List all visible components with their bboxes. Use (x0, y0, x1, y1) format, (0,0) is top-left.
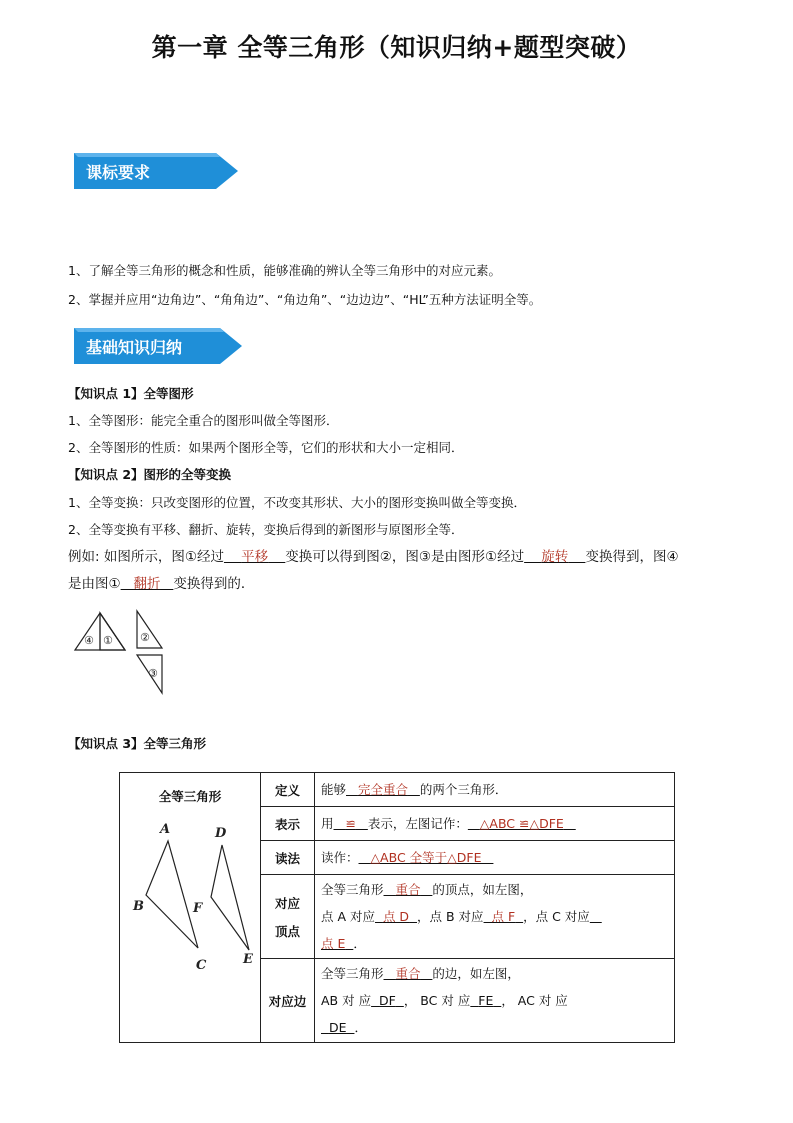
row-head-definition: 定义 (261, 773, 315, 807)
cell-text: ，点 C 对应 (523, 909, 590, 924)
figure-cell (120, 773, 261, 1043)
cell-text: 用 (321, 816, 334, 831)
answer-blank (121, 576, 174, 592)
cell-text: ， AC 对 应 (501, 993, 568, 1008)
example-text: 变换得到，图④ (585, 549, 679, 565)
kp2-line-1: 1、全等变换：只改变图形的位置，不改变其形状、大小的图形变换叫做全等变换． (68, 495, 526, 510)
cell-text: 表示，左图记作： (367, 816, 468, 831)
answer-rotation: 旋转 (541, 549, 569, 565)
row-head-reading: 读法 (261, 841, 315, 875)
example-text: 变换可以得到图②，图③是由图形①经过 (285, 549, 525, 565)
answer-blank (346, 782, 420, 797)
vertex-label-e: E (243, 952, 253, 967)
kp3-heading: 【知识点 3】全等三角形 (68, 736, 207, 751)
requirement-item-2: 2、掌握并应用“边角边”、“角角边”、“角边角”、“边边边”、“HL”五种方法证明全等。 (68, 292, 542, 307)
head-line: 对应 (274, 895, 300, 911)
kp1-line-2: 2、全等图形的性质：如果两个图形全等，它们的形状和大小一定相同． (68, 440, 464, 455)
kp1-heading: 【知识点 1】全等图形 (68, 386, 194, 401)
cell-text: ，点 B 对应 (417, 909, 484, 924)
kp2-example-line-2 (68, 576, 254, 592)
row-definition (315, 773, 675, 807)
answer-point-e: 点 E (321, 936, 346, 951)
row-head-notation: 表示 (261, 807, 315, 841)
figure-title: 全等三角形 (158, 789, 222, 804)
example-text: 是由图① (68, 576, 121, 592)
cell-text: 点 A 对应 (321, 909, 375, 924)
answer-point-d: 点 D (382, 909, 410, 924)
cell-text: AB 对 应 (321, 993, 372, 1008)
kp2-example-line-1 (68, 549, 679, 565)
answer-blank (334, 816, 368, 831)
answer-blank (371, 993, 404, 1008)
triangle-dfe (211, 845, 249, 950)
answer-reading: △ABC 全等于△DFE (370, 850, 482, 865)
requirement-item-1: 1、了解全等三角形的概念和性质，能够准确的辨认全等三角形中的对应元素。 (68, 263, 501, 278)
cell-text: 的边，如左图， (432, 966, 520, 981)
row-head-side: 对应边 (261, 959, 315, 1043)
answer-blank (375, 909, 417, 924)
answer-symbol: ≌ (345, 816, 356, 831)
answer-blank (484, 909, 524, 924)
congruent-triangles-table (119, 772, 675, 1043)
transformation-figure (70, 603, 170, 699)
answer-side-de: DE (328, 1020, 347, 1035)
vertex-label-b: B (133, 899, 144, 914)
section-banner-knowledge (74, 328, 244, 364)
answer-side-fe: FE (478, 993, 494, 1008)
answer-point-f: 点 F (491, 909, 516, 924)
row-notation (315, 807, 675, 841)
triangle-abc (146, 841, 198, 948)
figure-label-3: ③ (148, 667, 158, 680)
answer-blank (321, 1020, 354, 1035)
cell-text: 全等三角形 (321, 882, 384, 897)
cell-text: ． (354, 1020, 367, 1035)
answer-coincide: 重合 (395, 882, 421, 897)
answer-translation: 平移 (241, 549, 269, 565)
cell-text: 的顶点，如左图， (432, 882, 533, 897)
page-title: 第一章 全等三角形（知识归纳+题型突破） (151, 33, 642, 62)
kp2-line-2: 2、全等变换有平移、翻折、旋转，变换后得到的新图形与原图形全等． (68, 522, 464, 537)
vertex-label-c: C (196, 958, 207, 973)
example-text: 变换得到的． (173, 576, 255, 592)
answer-side-df: DF (379, 993, 396, 1008)
answer-blank (321, 936, 353, 951)
section-banner-curriculum (74, 153, 240, 189)
banner-label: 课标要求 (86, 163, 151, 182)
answer-blank (470, 993, 501, 1008)
cell-text: 的两个三角形． (419, 782, 508, 797)
answer-blank (384, 882, 433, 897)
cell-text: 读作： (321, 850, 359, 865)
answer-coincide: 完全重合 (357, 782, 408, 797)
kp2-heading: 【知识点 2】图形的全等变换 (68, 467, 232, 482)
banner-label: 基础知识归纳 (86, 338, 183, 357)
kp1-line-1: 1、全等图形：能完全重合的图形叫做全等图形． (68, 413, 339, 428)
vertex-label-d: D (215, 826, 227, 841)
answer-blank (468, 816, 576, 831)
cell-text: 全等三角形 (321, 966, 384, 981)
answer-blank (590, 909, 602, 924)
answer-notation: △ABC ≌△DFE (479, 816, 564, 831)
answer-blank (359, 850, 494, 865)
figure-label-2: ② (140, 631, 150, 644)
row-side (315, 959, 675, 1043)
answer-coincide: 重合 (395, 966, 421, 981)
vertex-label-a: A (160, 822, 171, 837)
answer-blank (384, 966, 433, 981)
figure-label-4: ④ (84, 634, 94, 647)
vertex-label-f: F (193, 901, 203, 916)
row-vertex (315, 875, 675, 959)
answer-blank (524, 549, 585, 565)
answer-blank (224, 549, 285, 565)
answer-reflection: 翻折 (133, 576, 161, 592)
cell-text: 能够 (321, 782, 347, 797)
row-reading (315, 841, 675, 875)
congruent-triangles-figure (120, 813, 270, 973)
figure-label-1: ① (103, 634, 113, 647)
cell-text: ， BC 对 应 (403, 993, 471, 1008)
head-line: 顶点 (274, 923, 300, 939)
example-text: 例如: 如图所示，图①经过 (68, 549, 224, 565)
cell-text: ． (353, 936, 366, 951)
